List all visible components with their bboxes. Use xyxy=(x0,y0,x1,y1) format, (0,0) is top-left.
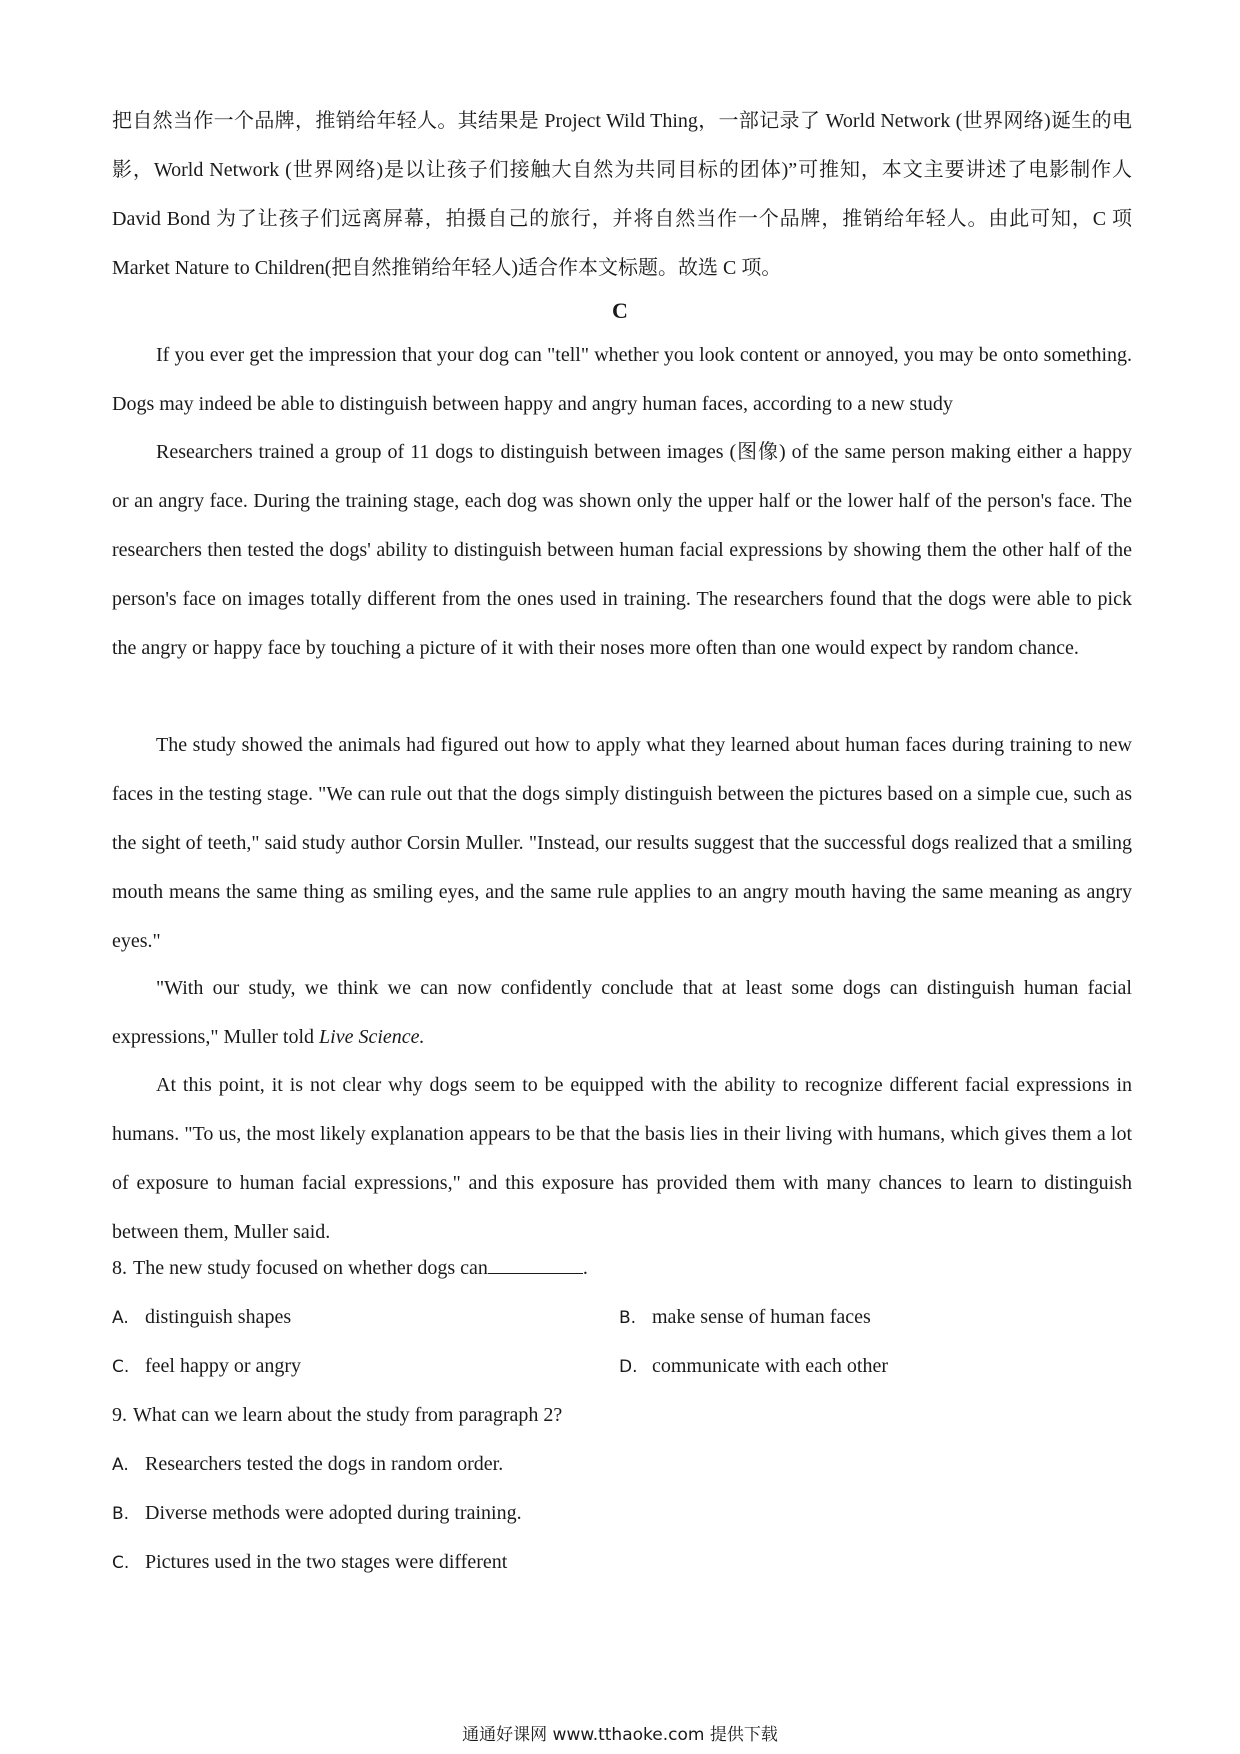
q8-option-b[interactable] xyxy=(619,1302,871,1333)
option-letter: B. xyxy=(112,1504,130,1524)
section-heading: C xyxy=(612,298,628,323)
option-text: feel happy or angry xyxy=(145,1355,302,1377)
question-8 xyxy=(112,1253,588,1283)
q9-option-b[interactable] xyxy=(112,1498,522,1529)
option-text: Researchers tested the dogs in random order. xyxy=(145,1453,504,1475)
source-name: Live Science. xyxy=(319,1026,425,1048)
answer-blank[interactable] xyxy=(488,1255,583,1274)
option-letter: A. xyxy=(112,1455,129,1475)
option-letter: C. xyxy=(112,1553,130,1573)
passage-paragraph-2: Researchers trained a group of 11 dogs to distinguish between images (图像) of the same person making either a happy or an angry face. During the training stage, each dog was shown only the upper half or the lower half of the person's face. The researchers then tested the dogs' ability to distinguish between human facial expressions by showing them the other half of the person's face on images totally different from the ones used in training. The researchers found that the dogs were able to pick the angry or happy face by touching a picture of it with their noses more often than one would expect by random chance. xyxy=(112,441,1132,659)
passage-paragraph-3: The study showed the animals had figured out how to apply what they learned about human faces during training to new faces in the testing stage. "We can rule out that the dogs simply distinguish between the pictures based on a simple cue, such as the sight of teeth," said study author Corsin Muller. "Instead, our results suggest that the successful dogs realized that a smiling mouth means the same thing as smiling eyes, and the same rule applies to an angry mouth having the same meaning as angry eyes." xyxy=(112,734,1132,952)
q9-option-c[interactable] xyxy=(112,1547,507,1578)
q9-option-a[interactable] xyxy=(112,1449,503,1480)
q8-option-a[interactable] xyxy=(112,1302,291,1333)
option-text: make sense of human faces xyxy=(652,1306,871,1328)
option-text: Diverse methods were adopted during training. xyxy=(145,1502,522,1524)
option-letter: B. xyxy=(619,1308,637,1328)
question-number: 9. xyxy=(112,1404,127,1426)
option-letter: C. xyxy=(112,1357,130,1377)
option-letter: D. xyxy=(619,1357,638,1377)
option-letter: A. xyxy=(112,1308,129,1328)
q8-option-c[interactable] xyxy=(112,1351,301,1382)
question-number: 8. xyxy=(112,1257,127,1279)
question-stem: The new study focused on whether dogs can xyxy=(133,1257,488,1279)
q8-option-d[interactable] xyxy=(619,1351,888,1382)
option-text: Pictures used in the two stages were different xyxy=(145,1551,508,1573)
option-text: distinguish shapes xyxy=(145,1306,292,1328)
passage-paragraph-4 xyxy=(112,964,1132,1062)
question-stem: What can we learn about the study from paragraph 2? xyxy=(133,1404,563,1426)
option-text: communicate with each other xyxy=(652,1355,889,1377)
question-9 xyxy=(112,1400,562,1430)
question-stem-end: . xyxy=(582,1257,588,1279)
intro-paragraph: 把自然当作一个品牌，推销给年轻人。其结果是 Project Wild Thing，一部记录了 World Network (世界网络)诞生的电影，World Network (世界网络)是以让孩子们接触大自然为共同目标的团体)”可推知，本文主要讲述了电影制作人 David Bond 为了让孩子们远离屏幕，拍摄自己的旅行，并将自然当作一个品牌，推销给年轻人。由此可知，C 项 Market Nature to Children(把自然推销给年轻人)适合作本文标题。故选 C 项。 xyxy=(112,110,1132,279)
passage-paragraph-5: At this point, it is not clear why dogs seem to be equipped with the ability to recognize different facial expressions in humans. "To us, the most likely explanation appears to be that the basis lies in their living with humans, which gives them a lot of exposure to human facial expressions," and this exposure has provided them with many chances to learn to distinguish between them, Muller said. xyxy=(112,1074,1132,1243)
paragraph-4-text: "With our study, we think we can now confidently conclude that at least some dogs can distinguish human facial expressions," Muller told xyxy=(112,977,1132,1048)
page-footer: 通通好课网 www.tthaoke.com 提供下载 xyxy=(462,1725,778,1745)
passage-paragraph-1: If you ever get the impression that your dog can "tell" whether you look content or annoyed, you may be onto something. Dogs may indeed be able to distinguish between happy and angry human faces, according to a new study xyxy=(112,344,1132,415)
